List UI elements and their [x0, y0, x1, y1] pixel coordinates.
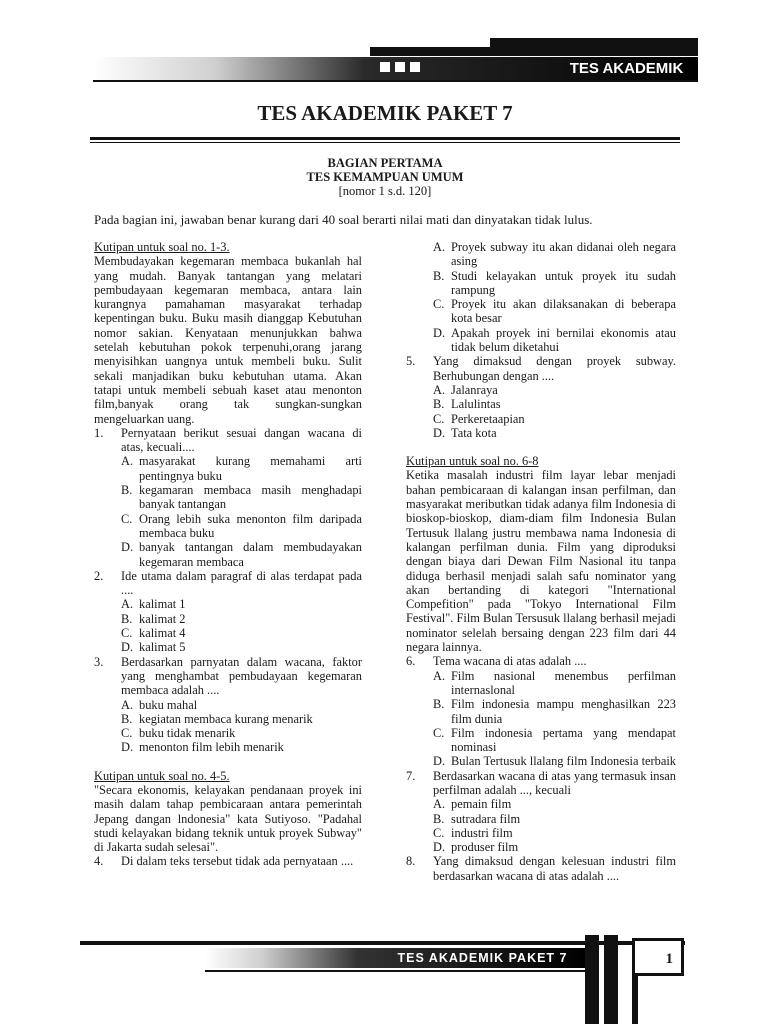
passage-text: Membudayakan kegemaran membaca bukanlah hal yang mudah. Banyak tantangan yang melatari pembudayaan kegemaran membaca, antara lain kurangnya pamahaman masyarakat terhadap kepentingan buku. Buku masih dianggap Kebutuhan nomor sakian. Kenyataan menunjukkan bahwa setelah kebutuhan pokok terpenuhi,orang jarang menyisihkan uangnya untuk membeli buku. Sulit sekali manjadikan buku kebutuhan utama. Akan tatapi untuk membeli sebuah kaset atau menonton film,banyak orang tak sungkan-sungkan mengeluarkan uang. — [94, 254, 362, 426]
option: C. Film indonesia pertama yang mendapat nominasi — [433, 725, 676, 755]
option: C. Proyek itu akan dilaksanakan di beberapa kota besar — [433, 297, 676, 326]
passage-heading: Kutipan untuk soal no. 4-5. — [94, 768, 230, 783]
question-2: 2. Ide utama dalam paragraf di alas terdapat pada .... — [94, 568, 362, 598]
option: A. kalimat 1 — [121, 597, 186, 612]
option: D. Apakah proyek ini bernilai ekonomis atau tidak belum diketahui — [433, 325, 676, 355]
question-5: 5. Yang dimaksud dengan proyek subway. Berhubungan dengan .... — [406, 354, 676, 383]
question-7: 7. Berdasarkan wacana di atas yang termasuk insan perfilman adalah ..., kecuali — [406, 768, 676, 797]
option: C. buku tidak menarik — [121, 726, 236, 741]
option: D. Tata kota — [433, 425, 497, 440]
question-6: 6. Tema wacana di atas adalah .... — [406, 654, 587, 669]
option: A. buku mahal — [121, 697, 198, 712]
footer-underline — [205, 970, 585, 972]
option: C. kalimat 4 — [121, 626, 186, 641]
option: A. Proyek subway itu akan didanai oleh negara asing — [433, 240, 676, 269]
page-number-stem — [632, 976, 638, 1024]
option: C. Perkeretaapian — [433, 411, 525, 426]
section-heading: BAGIAN PERTAMA — [327, 156, 443, 170]
option: A. Jalanraya — [433, 382, 498, 397]
option: D. kalimat 5 — [121, 640, 186, 655]
passage-heading: Kutipan untuk soal no. 1-3. — [94, 240, 230, 254]
subsection-heading: TES KEMAMPUAN UMUM — [306, 170, 464, 184]
passage-text: Ketika masalah industri film layar lebar menjadi bahan pembicaraan di kalangan insan perfilman, dan masyarakat meributkan tidak adanya film Indonesia di bioskop-bioskop, diam-diam film Indonesia Bulan Tertusuk llalang justru membawa nama Indonesia di kalangan perfilman dunia. Film yang diproduksi dengan biaya dari Dewan Film Nasional itu tanpa diduga berhasil menjadi salah safu nominator yang akan bertanding di kategori "International Compefition" pada "Tokyo International Film Festival". Film Bulan Tersusuk llalang berhasil mejadi nominator selelah bersaing dengan 223 film dari 44 negara lainnya. — [406, 468, 676, 655]
footer-decor-block — [585, 935, 599, 1024]
option: D. banyak tantangan dalam membudayakan kegemaran membaca — [121, 540, 362, 569]
question-1: 1. Pernyataan berikut sesuai dangan wacana di atas, kecuali.... — [94, 425, 362, 455]
option: A. pemain film — [433, 797, 512, 812]
option: D. menonton film lebih menarik — [121, 740, 284, 755]
header-title: TES AKADEMIK — [569, 60, 684, 77]
page-title: TES AKADEMIK PAKET 7 — [257, 101, 513, 125]
option: C. Orang lebih suka menonton film daripada membaca buku — [121, 511, 362, 540]
option: C. industri film — [433, 825, 513, 840]
header-square-icon — [395, 62, 405, 72]
header-square-icon — [380, 62, 390, 72]
option: B. Lalulintas — [433, 397, 501, 412]
page-number: 1 — [632, 938, 684, 976]
option: B. Film indonesia mampu menghasilkan 223 film dunia — [433, 697, 676, 726]
option: B. sutradara film — [433, 811, 521, 826]
title-rule — [90, 137, 680, 140]
header-square-icon — [410, 62, 420, 72]
option: B. kegamaran membaca masih menghadapi banyak tantangan — [121, 483, 362, 512]
question-8: 8. Yang dimaksud dengan kelesuan industri film berdasarkan wacana di atas adalah .... — [406, 854, 676, 883]
option: B. kegiatan membaca kurang menarik — [121, 711, 313, 726]
option: A. Film nasional menembus perfilman internaslonal — [433, 668, 676, 697]
header-underline — [93, 80, 698, 82]
header-decor-bar — [370, 47, 698, 56]
footer-decor-block — [604, 935, 618, 1024]
question-4: 4. Di dalam teks tersebut tidak ada pernyataan .... — [94, 854, 354, 869]
option: B. Studi kelayakan untuk proyek itu sudah rampung — [433, 268, 676, 297]
title-rule-thin — [90, 142, 680, 143]
intro-text: Pada bagian ini, jawaban benar kurang dari 40 soal berarti nilai mati dan dinyatakan tidak lulus. — [94, 212, 593, 227]
option: D. produser film — [433, 840, 519, 855]
left-column — [94, 240, 362, 869]
question-3: 3. Berdasarkan parnyatan dalam wacana, faktor yang menghambat pembudayaan kegemaran membaca adalah .... — [94, 654, 362, 698]
passage-text: "Secara ekonomis, kelayakan pendanaan proyek ini masih dalam tahap pembicaraan antara pemerintah Jepang dangan lndonesia" kata Sutiyoso. "Padahal studi kelayakan bidang teknik untuk proyek Subway" di Jakarta sudah selesai". — [94, 782, 362, 855]
option: B. kalimat 2 — [121, 611, 186, 626]
right-column — [406, 240, 676, 883]
question-range: [nomor 1 s.d. 120] — [338, 184, 432, 198]
option: D. Bulan Tertusuk llalang film Indonesia terbaik — [433, 754, 676, 769]
footer-title: TES AKADEMIK PAKET 7 — [397, 951, 568, 965]
option: A. masyarakat kurang memahami arti pentingnya buku — [121, 454, 362, 483]
passage-heading: Kutipan untuk soal no. 6-8 — [406, 454, 539, 469]
header-decor-bar-top — [490, 38, 698, 47]
